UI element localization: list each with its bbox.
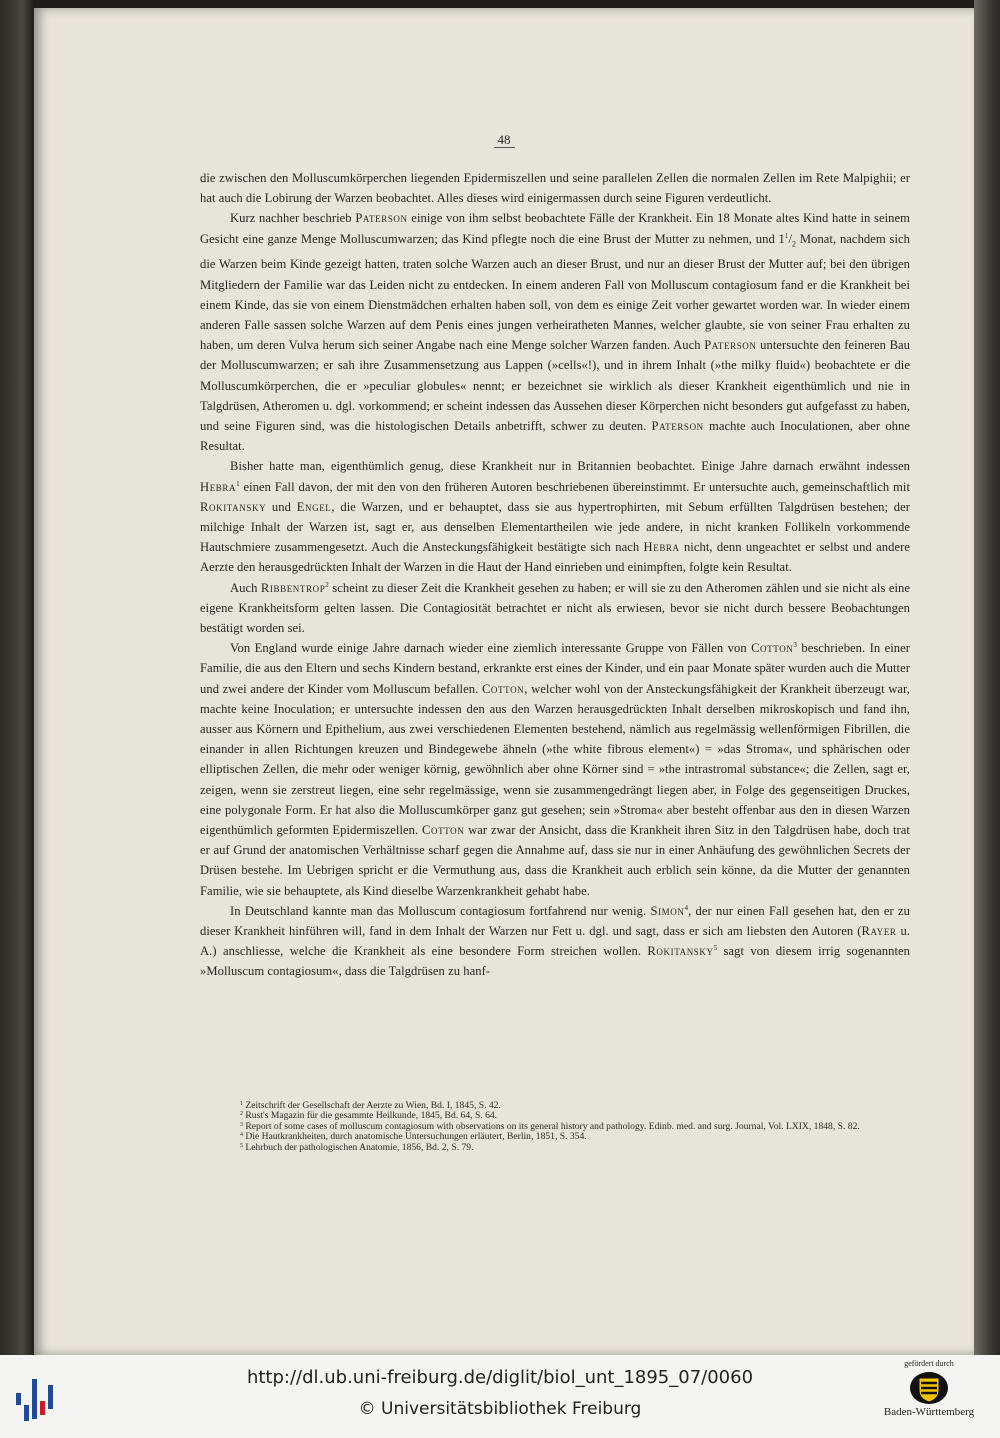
author-name: Cotton <box>751 641 794 656</box>
footnote-ref: 1 <box>236 479 240 488</box>
paragraph <box>200 901 910 982</box>
author-name: Paterson <box>651 418 704 433</box>
text-run: Von England wurde einige Jahre darnach wieder eine ziemlich interessante Gruppe von Fällen von <box>230 641 752 656</box>
text-run: , welcher wohl von der Ansteckungsfähigkeit der Krankheit überzeugt war, machte keine Inoculation; er untersuchte indessen den aus den Warzen herausgedrückten Inhalt derselben mikroskopisch und fand ihn, ausser aus Körnern und Epithelium, aus zwei verschiedenen Elementen bestehend, nämlich aus regelmässig wellenförmigen Fibrillen, die einander in allen Richtungen kreuzen und Bindegewebe ähneln (»the white fibrous element«) = »das Stroma«, und sphärischen oder elliptischen Zellen, die mehr oder weniger körnig, gewöhnlich aber ohne Körner sind = »the intrastromal substance«; die Zellen, sagt er, zeigen, wenn sie zerstreut liegen, eine sehr regelmässige, wenn sie zusammengedrängt liegen aber, in Folge des gegenseitigen Druckes, eine polygonale Form. Er hat also die Molluscumkörper ganz gut gesehen; sein »Stroma« aber besteht offenbar aus den in diesen Warzen eigenthümlich geformten Epidermiszellen. <box>200 681 910 838</box>
text-run: Auch <box>230 580 261 595</box>
text-run: / <box>788 231 793 246</box>
text-run: Monat, nachdem sich die Warzen beim Kinde gezeigt hatten, traten solche Warzen auch an dieser Brust, und nur an dieser Brust der Mutter auf; bei den übrigen Mitgliedern der Familie war das Leiden nicht zu entdecken. In einem anderen Fall von Molluscum contagiosum fand er die Krankheit bei einem Kinde, das sie von einem Dienstmädchen erhalten haben soll, von dem es einige Zeit vorher gewartet worden war. In wieder einem anderen Falle sassen solche Warzen auf dem Penis eines jungen verheiratheten Mannes, welcher glaubte, sie von seiner Frau erhalten zu haben, um deren Vulva herum sich seiner Angabe nach eine Menge solcher Warzen fanden. Auch <box>200 231 910 353</box>
copyright-text: © Universitätsbibliothek Freiburg <box>358 1399 642 1419</box>
body-text <box>200 168 910 982</box>
author-name: Simon <box>650 903 685 918</box>
page-number: 48 <box>34 132 974 148</box>
author-name: Rokitansky <box>200 499 267 514</box>
footnote-ref: 4 <box>684 903 689 912</box>
text-run: nicht, denn ungeachtet er selbst und andere Aerzte den herausgedrückten Inhalt der Warzen in die Haut der Hand einrieben und einimpften, folgte kein Resultat. <box>200 540 910 575</box>
text-run: einige von ihm selbst beobachtete Fälle der Krankheit. Ein 18 Monate altes Kind hatte in seinem Gesicht eine ganze Menge Molluscumwarzen; das Kind pflegte noch die eine Brust der Mutter zu nehmen, und 1 <box>200 211 910 246</box>
author-name: Rayer <box>861 924 897 939</box>
author-name: Cotton <box>481 681 525 696</box>
book-page <box>34 8 974 1355</box>
author-name: Hebra <box>643 540 680 555</box>
footnote-text: Rust's Magazin für die gesammte Heilkunde, 1845, Bd. 64, S. 64. <box>243 1110 498 1122</box>
fraction-denominator: 2 <box>792 239 797 249</box>
footnote-number: 4 <box>240 1132 243 1139</box>
sponsor-label: gefördert durch <box>904 1359 954 1368</box>
author-name: Rokitansky <box>647 944 714 959</box>
text-run: Bisher hatte man, eigenthümlich genug, diese Krankheit nur in Britannien beobachtet. Einige Jahre darnach erwähnt indessen <box>230 459 910 474</box>
baden-wuerttemberg-crest-icon <box>909 1371 949 1405</box>
text-run: beschrieben. In einer Familie, die aus den Eltern und sechs Kindern bestand, erkrankte erst eines der Kinder, und ein paar Monate später wurden auch die Mutter und zwei andere der Kinder vom Molluscum befallen. <box>200 641 910 696</box>
footnote-ref: 2 <box>325 580 329 589</box>
sponsor-name: Baden-Württemberg <box>883 1406 975 1418</box>
text-run: und <box>266 499 297 514</box>
text-run: sagt von diesem irrig sogenannten »Molluscum contagiosum«, dass die Talgdrüsen zu hanf- <box>200 944 910 979</box>
footnote-text: Report of some cases of molluscum contagiosum with observations on its general history and pathology. Edinb. med. and surg. Journal, Vol. LXIX, 1848, S. 82. <box>243 1120 860 1132</box>
author-name: Ribbentrop <box>260 580 326 595</box>
text-run: machte auch Inoculationen, aber ohne Resultat. <box>200 418 911 454</box>
footnote-number: 3 <box>240 1121 243 1128</box>
paragraph <box>200 208 910 456</box>
footnote-number: 5 <box>240 1142 243 1149</box>
text-run: Kurz nachher beschrieb <box>230 211 356 226</box>
author-name: Hebra <box>200 479 237 494</box>
footnote-text: Zeitschrift der Gesellschaft der Aerzte zu Wien, Bd. I, 1845, S. 42. <box>243 1100 501 1111</box>
text-run: , die Warzen, und er behauptet, dass sie aus hypertrophirten, mit Sebum erfüllten Talgdrüsen bestehen; der milchige Inhalt der Warzen ist, sagt er, aus denselben Elementartheilen wie jede andere, in nicht kranken Follikeln vorkommende Hautschmiere zusammengesetzt. Auch die Ansteckungsfähigkeit bestätigte sich nach <box>200 499 911 555</box>
text-run: , der nur einen Fall gesehen hat, den er zu dieser Krankheit hinführen will, fand in dem Inhalt der Warzen nur Fett u. dgl. und sagt, dass er sich am liebsten den Autoren ( <box>200 903 910 939</box>
sponsor-block <box>864 1359 994 1418</box>
footnote-text: Lehrbuch der pathologischen Anatomie, 1856, Bd. 2, S. 79. <box>243 1141 474 1153</box>
footnote <box>200 1143 910 1153</box>
author-name: Paterson <box>355 211 408 226</box>
text-run: untersuchte den feineren Bau der Molluscumwarzen; er sah ihre Zusammensetzung aus Lappen (»cells«!), und in ihrem Inhalt (»the milky fluid«) beobachtete er die Molluscumkörperchen, die er »peculiar globules« nennt; er bezeichnet sie wirklich als dieser Krankheit eigenthümlich und nie in Talgdrüsen, Atheromen u. dgl. vorkommend; er scheint indessen das Aussehen dieser Körperchen nicht besonders gut aufgefasst zu haben, und seine Figuren sind, was die histologischen Details anbetrifft, schwer zu deuten. <box>200 338 911 433</box>
text-run: In Deutschland kannte man das Molluscum contagiosum fortfahrend nur wenig. <box>230 903 651 918</box>
footnote-text: Die Hautkrankheiten, durch anatomische Untersuchungen erläutert, Berlin, 1851, S. 354. <box>243 1131 587 1143</box>
footnote-number: 1 <box>240 1101 243 1107</box>
text-run: war zwar der Ansicht, dass die Krankheit ihren Sitz in den Talgdrüsen habe, doch trat er auf Grund der anatomischen Verhältnisse scharf gegen die Annahme auf, dass sie nur in einer Anhäufung des gewöhnlichen Secrets der Drüsen bestehe. Im Uebrigen spricht er die Vermuthung aus, dass die Krankheit auch erblich sein könne, da die Mutter der genannten Familie, wie sie behauptete, als Kind dieselbe Warzenkrankheit gehabt habe. <box>200 823 910 898</box>
viewer-footer <box>0 1355 1000 1438</box>
source-url-link[interactable]: http://dl.ub.uni-freiburg.de/diglit/biol_unt_1895_07/0060 <box>246 1367 754 1388</box>
author-name: Engel <box>296 499 332 514</box>
paragraph <box>200 578 910 639</box>
page-edge <box>974 0 1000 1355</box>
footnote-ref: 1 <box>784 231 789 240</box>
author-name: Cotton <box>421 823 465 838</box>
footnote-number: 2 <box>240 1111 243 1118</box>
text-run: einen Fall davon, der mit den von den früheren Autoren beschriebenen übereinstimmt. Er untersuchte auch, gemeinschaftlich mit <box>239 479 910 494</box>
footnote-ref: 3 <box>793 641 797 650</box>
text-run: die zwischen den Molluscumkörperchen liegenden Epidermiszellen und seine parallelen Zellen die normalen Zellen im Rete Malpighii; er hat auch die Lobirung der Warzen beobachtet. Alles dieses wird einigermassen durch seine Figuren verdeutlicht. <box>200 171 910 206</box>
text-run: u. A.) anschliesse, welche die Krankheit als eine besondere Form streichen wollen. <box>200 924 910 959</box>
paragraph <box>200 456 910 577</box>
paragraph <box>200 638 910 901</box>
footnote-ref: 5 <box>713 944 718 953</box>
paragraph <box>200 168 910 208</box>
text-run: scheint zu dieser Zeit die Krankheit gesehen zu haben; er will sie zu den Atheromen zählen und sie nicht als eine eigene Krankheitsform gelten lassen. Die Contagiosität betrachtet er nicht als erwiesen, bevor sie nicht durch bessere Beobachtungen bestätigt worden sei. <box>200 580 910 635</box>
author-name: Paterson <box>704 338 757 353</box>
footnotes <box>200 1101 910 1153</box>
